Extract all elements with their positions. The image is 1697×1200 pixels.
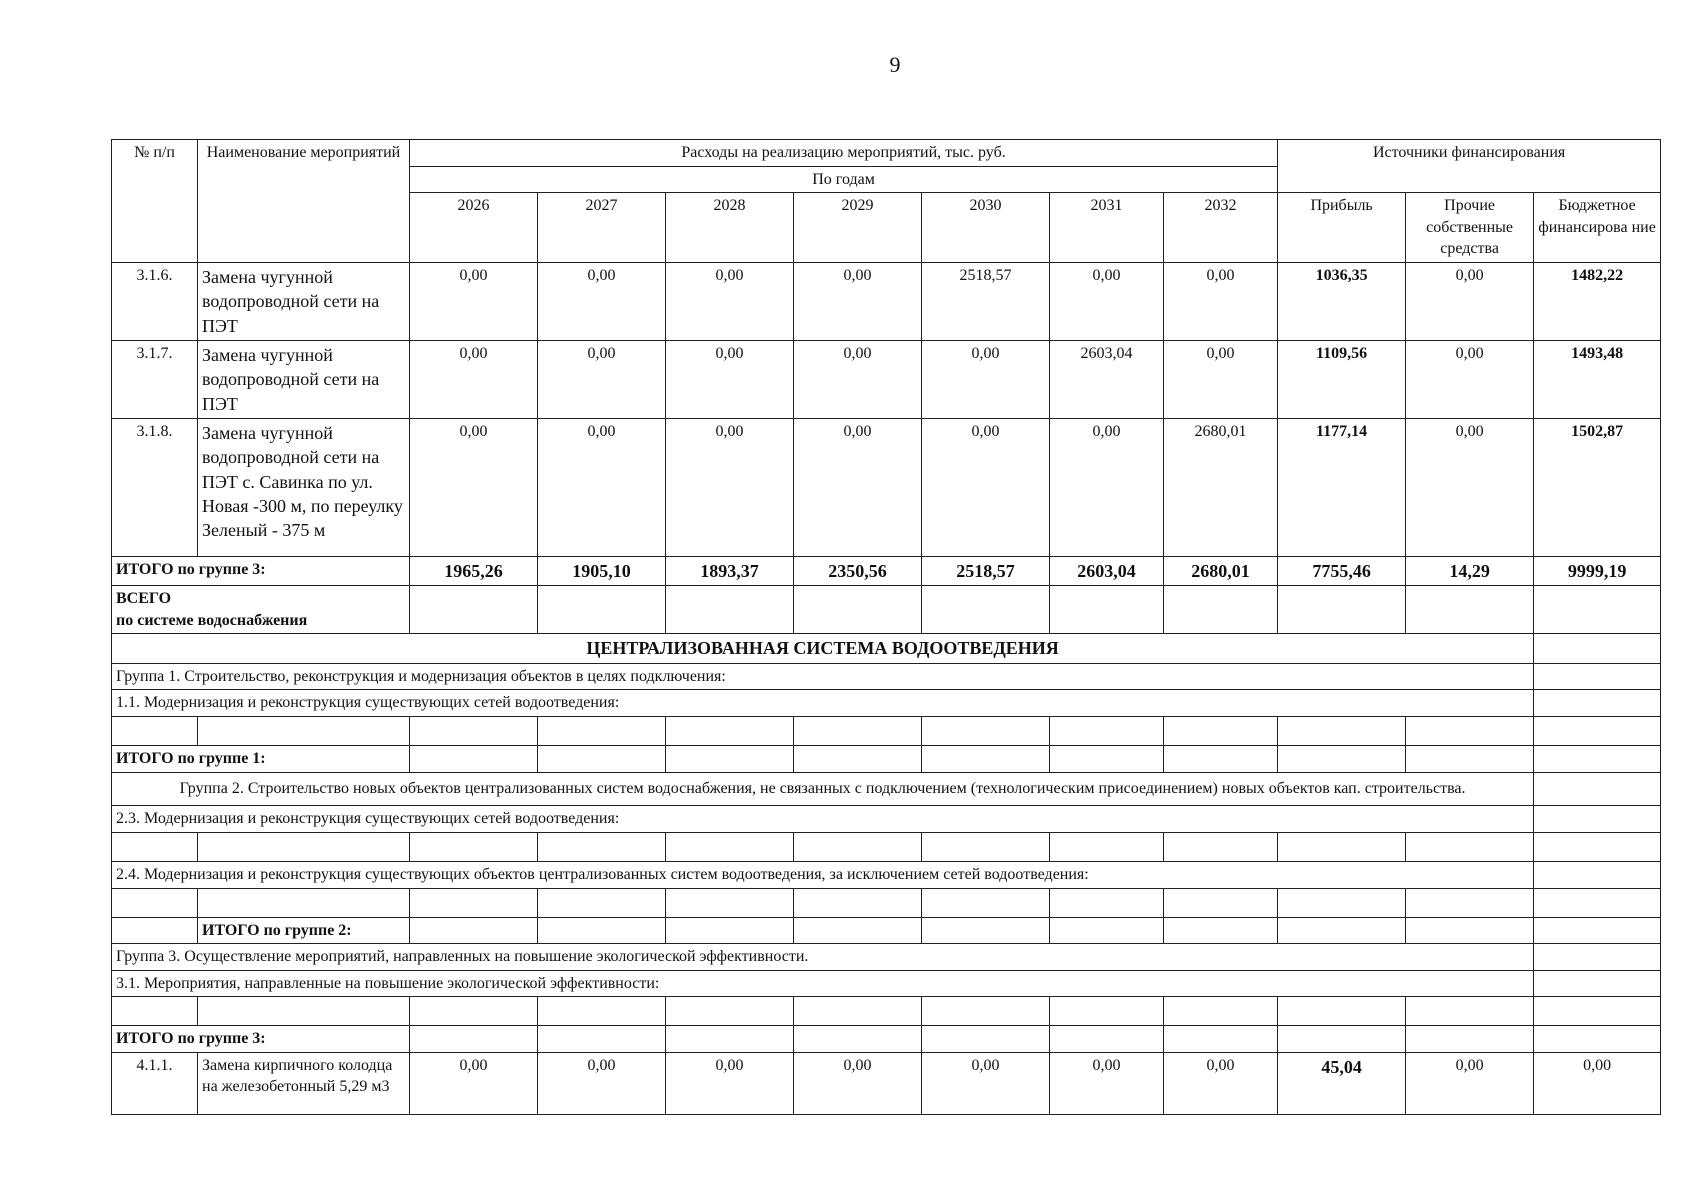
value-cell: 0,00 xyxy=(538,418,666,556)
total-cell: 2680,01 xyxy=(1164,556,1278,585)
value-cell: 0,00 xyxy=(1406,263,1534,341)
empty-cell xyxy=(1534,690,1661,717)
total-cell: 1905,10 xyxy=(538,556,666,585)
subgroup-row xyxy=(112,806,1661,833)
subgroup-2-3-title: 2.3. Модернизация и реконструкция существующих сетей водоотведения: xyxy=(112,806,1534,833)
value-cell: 2518,57 xyxy=(922,263,1050,341)
value-cell: 0,00 xyxy=(1406,418,1534,556)
value-cell: 0,00 xyxy=(666,418,794,556)
value-cell: 0,00 xyxy=(1406,341,1534,419)
value-cell: 0,00 xyxy=(410,418,538,556)
row-name: Замена чугунной водопроводной сети на ПЭТ xyxy=(198,341,410,419)
value-cell: 0,00 xyxy=(1164,1052,1278,1114)
row-number: 3.1.8. xyxy=(112,418,198,556)
value-cell: 0,00 xyxy=(666,341,794,419)
grand-total-label-line1: ВСЕГО xyxy=(116,590,172,608)
group-2-title: Группа 2. Строительство новых объектов централизованных систем водоснабжения, не связанных с подключением (технологическим присоединением) новых объектов кап. строительства. xyxy=(112,772,1534,806)
value-cell: 0,00 xyxy=(1406,1052,1534,1114)
row-number: 3.1.7. xyxy=(112,341,198,419)
empty-cell xyxy=(1534,970,1661,997)
subgroup-row xyxy=(112,690,1661,717)
total-row xyxy=(112,745,1661,772)
total-cell: 1893,37 xyxy=(666,556,794,585)
empty-cell xyxy=(1534,861,1661,888)
header-expenses: Расходы на реализацию мероприятий, тыс. руб. xyxy=(410,140,1278,167)
value-cell: 0,00 xyxy=(410,341,538,419)
total-cell: 14,29 xyxy=(1406,556,1534,585)
table-row xyxy=(112,263,1661,341)
empty-cell xyxy=(410,586,538,634)
value-cell: 0,00 xyxy=(410,263,538,341)
empty-cell xyxy=(538,586,666,634)
header-year: 2031 xyxy=(1050,193,1164,263)
empty-cell xyxy=(1164,586,1278,634)
total-row xyxy=(112,917,1661,944)
value-cell: 0,00 xyxy=(922,1052,1050,1114)
row-number: 3.1.6. xyxy=(112,263,198,341)
subgroup-1-1-title: 1.1. Модернизация и реконструкция существующих сетей водоотведения: xyxy=(112,690,1534,717)
header-sources: Источники финансирования xyxy=(1278,140,1661,193)
group-row xyxy=(112,772,1661,806)
value-cell: 1036,35 xyxy=(1278,263,1406,341)
value-cell: 2680,01 xyxy=(1164,418,1278,556)
empty-cell xyxy=(1534,634,1661,663)
table-row xyxy=(112,341,1661,419)
header-num: № п/п xyxy=(112,140,198,263)
value-cell: 45,04 xyxy=(1278,1052,1406,1114)
total-group-2-label: ИТОГО по группе 2: xyxy=(198,917,410,944)
grand-total-label xyxy=(112,586,410,634)
row-number: 4.1.1. xyxy=(112,1052,198,1114)
empty-cell xyxy=(1534,806,1661,833)
section-title-row xyxy=(112,634,1661,663)
table-row xyxy=(112,418,1661,556)
table-row xyxy=(112,1052,1661,1114)
total-label: ИТОГО по группе 3: xyxy=(112,556,410,585)
empty-cell xyxy=(1050,586,1164,634)
header-year: 2030 xyxy=(922,193,1050,263)
row-name: Замена кирпичного колодца на железобетонный 5,29 м3 xyxy=(198,1052,410,1114)
empty-cell xyxy=(794,586,922,634)
value-cell: 0,00 xyxy=(1164,341,1278,419)
value-cell: 0,00 xyxy=(1164,263,1278,341)
header-by-years: По годам xyxy=(410,166,1278,193)
header-year: 2027 xyxy=(538,193,666,263)
value-cell: 1109,56 xyxy=(1278,341,1406,419)
empty-cell xyxy=(112,917,198,944)
subgroup-2-4-title: 2.4. Модернизация и реконструкция существующих объектов централизованных систем водоотведения, за исключением сетей водоотведения: xyxy=(112,861,1534,888)
investment-table xyxy=(111,139,1661,1115)
total-cell: 2518,57 xyxy=(922,556,1050,585)
empty-row xyxy=(112,888,1661,917)
total-group-1-label: ИТОГО по группе 1: xyxy=(112,745,410,772)
header-profit: Прибыль xyxy=(1278,193,1406,263)
value-cell: 0,00 xyxy=(1050,263,1164,341)
subgroup-3-1-title: 3.1. Мероприятия, направленные на повышение экологической эффективности: xyxy=(112,970,1534,997)
value-cell: 0,00 xyxy=(794,341,922,419)
value-cell: 0,00 xyxy=(794,1052,922,1114)
header-year: 2032 xyxy=(1164,193,1278,263)
section-title: ЦЕНТРАЛИЗОВАННАЯ СИСТЕМА ВОДООТВЕДЕНИЯ xyxy=(112,634,1534,663)
empty-row xyxy=(112,716,1661,745)
header-row-1 xyxy=(112,140,1661,167)
empty-cell xyxy=(1534,586,1661,634)
header-year: 2026 xyxy=(410,193,538,263)
page-number: 9 xyxy=(889,52,901,77)
grand-total-row xyxy=(112,586,1661,634)
value-cell: 1493,48 xyxy=(1534,341,1661,419)
total-cell: 7755,46 xyxy=(1278,556,1406,585)
value-cell: 0,00 xyxy=(666,263,794,341)
empty-cell xyxy=(1534,663,1661,690)
total-row xyxy=(112,1026,1661,1053)
subgroup-row xyxy=(112,970,1661,997)
total-cell: 2603,04 xyxy=(1050,556,1164,585)
total-row xyxy=(112,556,1661,585)
empty-cell xyxy=(1534,772,1661,806)
row-name: Замена чугунной водопроводной сети на ПЭТ с. Савинка по ул. Новая -300 м, по переулку Зеленый - 375 м xyxy=(198,418,410,556)
value-cell: 0,00 xyxy=(794,418,922,556)
value-cell: 2603,04 xyxy=(1050,341,1164,419)
subgroup-row xyxy=(112,861,1661,888)
row-name: Замена чугунной водопроводной сети на ПЭТ xyxy=(198,263,410,341)
header-year: 2029 xyxy=(794,193,922,263)
empty-cell xyxy=(1534,944,1661,971)
value-cell: 0,00 xyxy=(666,1052,794,1114)
value-cell: 0,00 xyxy=(538,263,666,341)
group-row xyxy=(112,944,1661,971)
value-cell: 1482,22 xyxy=(1534,263,1661,341)
header-year: 2028 xyxy=(666,193,794,263)
header-budget: Бюджетное финансирова ние xyxy=(1534,193,1661,263)
total-cell: 2350,56 xyxy=(794,556,922,585)
empty-row xyxy=(112,832,1661,861)
empty-cell xyxy=(666,586,794,634)
group-3-title: Группа 3. Осуществление мероприятий, направленных на повышение экологической эффективности. xyxy=(112,944,1534,971)
value-cell: 0,00 xyxy=(410,1052,538,1114)
value-cell: 0,00 xyxy=(538,1052,666,1114)
empty-cell xyxy=(1406,586,1534,634)
value-cell: 1502,87 xyxy=(1534,418,1661,556)
empty-cell xyxy=(1278,586,1406,634)
value-cell: 0,00 xyxy=(1050,1052,1164,1114)
value-cell: 0,00 xyxy=(1050,418,1164,556)
value-cell: 0,00 xyxy=(538,341,666,419)
group-1-title: Группа 1. Строительство, реконструкция и модернизация объектов в целях подключения: xyxy=(112,663,1534,690)
value-cell: 0,00 xyxy=(1534,1052,1661,1114)
group-row xyxy=(112,663,1661,690)
header-name: Наименование мероприятий xyxy=(198,140,410,263)
value-cell: 0,00 xyxy=(794,263,922,341)
value-cell: 1177,14 xyxy=(1278,418,1406,556)
empty-row xyxy=(112,997,1661,1026)
grand-total-label-line2: по системе водоснабжения xyxy=(116,611,308,629)
total-group-3-label: ИТОГО по группе 3: xyxy=(112,1026,410,1053)
total-cell: 1965,26 xyxy=(410,556,538,585)
value-cell: 0,00 xyxy=(922,341,1050,419)
header-own-funds: Прочие собственные средства xyxy=(1406,193,1534,263)
value-cell: 0,00 xyxy=(922,418,1050,556)
total-cell: 9999,19 xyxy=(1534,556,1661,585)
empty-cell xyxy=(922,586,1050,634)
